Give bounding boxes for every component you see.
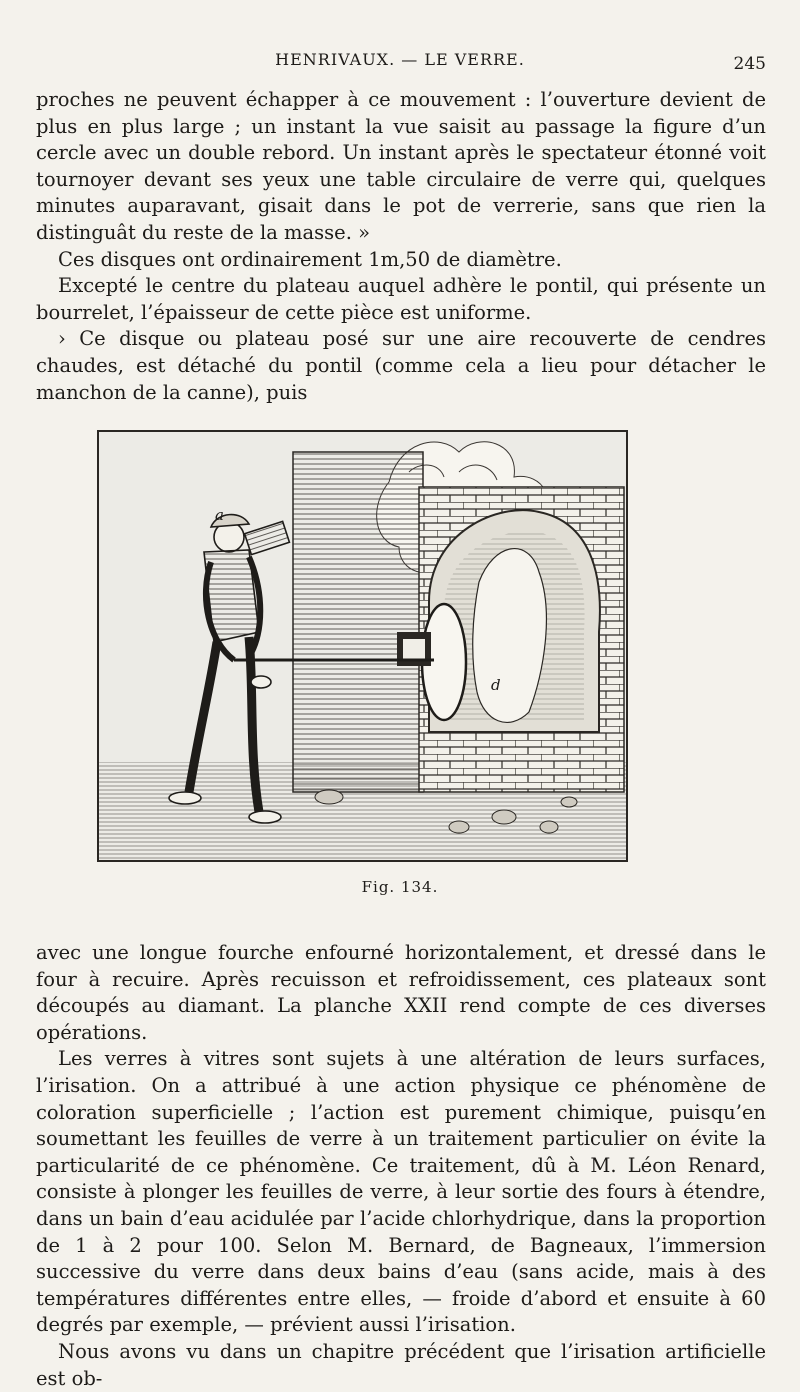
page-header bbox=[0, 46, 800, 76]
paragraph: Ces disques ont ordinairement 1m,50 de diamètre. bbox=[58, 247, 562, 271]
paragraph: proches ne peuvent échapper à ce mouvement : l’ouverture devient de plus en plus large ; un instant la vue saisit au passage la figure d’un cercle avec un double rebord. Un instant après le spectateur étonné voit tournoyer devant ses yeux une table circulaire de verre qui, quelques minutes auparavant, gisait dans le pot de verrerie, sans que rien la distinguât du reste de la masse. » bbox=[36, 88, 766, 244]
text-block-top bbox=[36, 87, 766, 406]
paragraph: › Ce disque ou plateau posé sur une aire recouverte de cendres chaudes, est détaché du pontil (comme cela a lieu pour détacher le manchon de la canne), puis bbox=[36, 327, 766, 404]
figure-illustration bbox=[97, 430, 628, 862]
figure-label-d: d bbox=[491, 676, 501, 694]
paragraph: Nous avons vu dans un chapitre précédent que l’irisation artificielle est ob- bbox=[36, 1339, 766, 1390]
furnace-wall bbox=[293, 452, 423, 792]
page-number: 245 bbox=[733, 54, 766, 74]
paragraph: Les verres à vitres sont sujets à une altération de leurs surfaces, l’irisation. On a attribué à une action physique ce phénomène de coloration superficielle ; l’action est purement chimique, puisqu’en soumettant les feuilles de verre à un traitement particulier on évite la particularité de ce phénomène. Ce traitement, dû à M. Léon Renard, consiste à plonger les feuilles de verre, à leur sortie des fours à étendre, dans un bain d’eau acidulée par l’acide chlorhydrique, dans la proportion de 1 à 2 pour 100. Selon M. Bernard, de Bagneaux, l’immersion successive du verre dans deux bains d’eau (sans acide, mais à des températures différentes entre elles, — froide d’abord et ensuite à 60 degrés par exemple, — prévient aussi l’irisation. bbox=[36, 1047, 766, 1337]
figure-caption: Fig. 134. bbox=[361, 878, 439, 896]
text-block-bottom bbox=[36, 940, 766, 1392]
figure-label-a: a bbox=[215, 506, 224, 524]
paragraph: avec une longue fourche enfourné horizontalement, et dressé dans le four à recuire. Après recuisson et refroidissement, ces plateaux sont découpés au diamant. La planche XXII rend compte de ces diverses opérations. bbox=[36, 941, 766, 1044]
engraving-glassworker-furnace bbox=[99, 432, 626, 860]
paragraph: Excepté le centre du plateau auquel adhère le pontil, qui présente un bourrelet, l’épaisseur de cette pièce est uniforme. bbox=[36, 274, 766, 324]
running-title: HENRIVAUX. — LE VERRE. bbox=[275, 50, 525, 69]
